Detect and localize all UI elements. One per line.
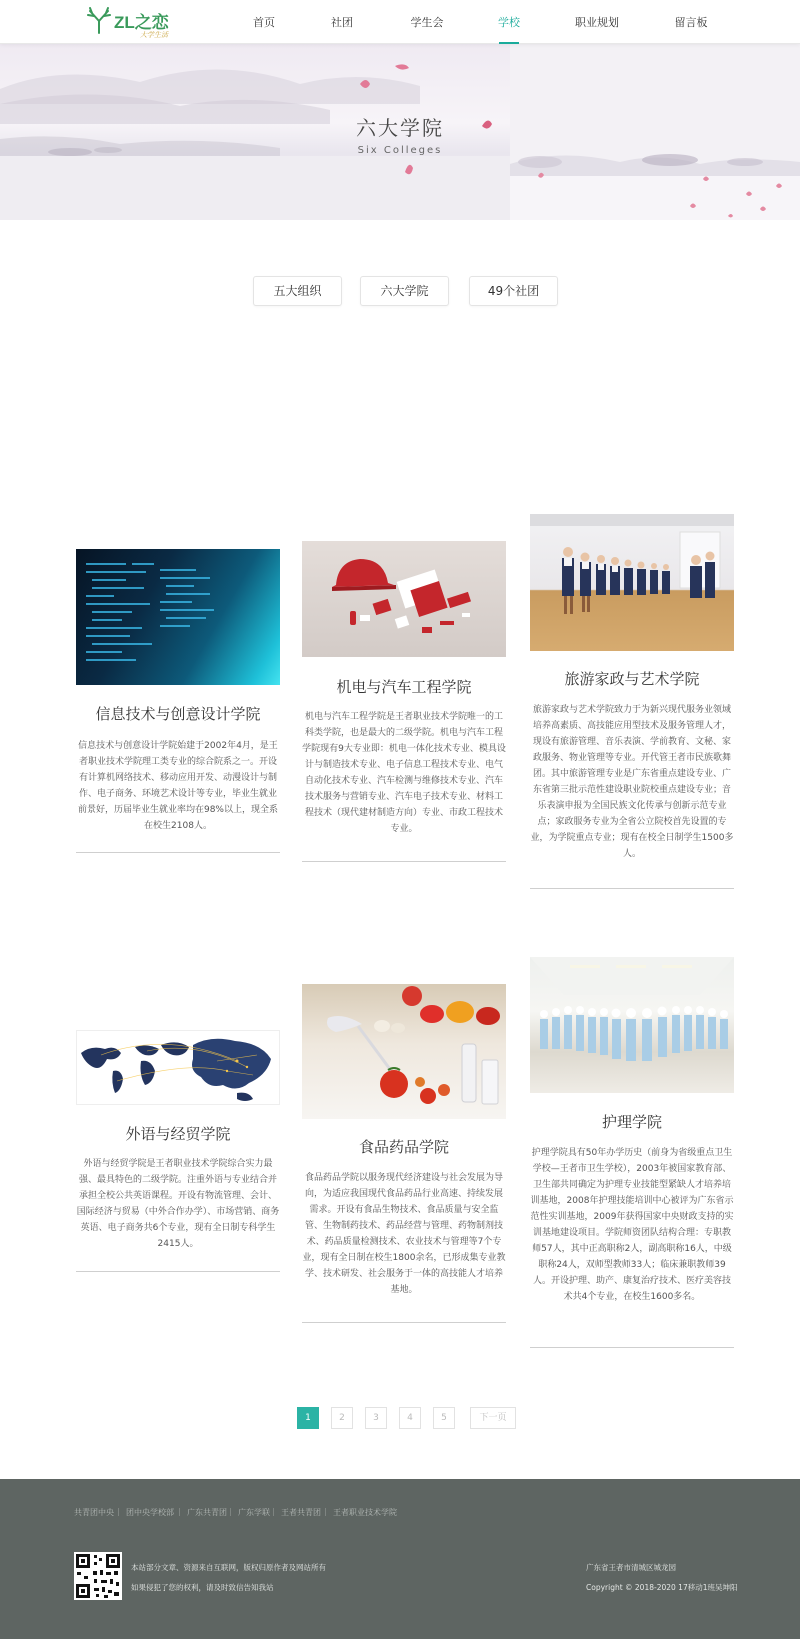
copyright-notice: 如果侵犯了您的权利，请及时致信告知我站: [131, 1583, 274, 1592]
food-lab-photo: [302, 984, 506, 1119]
nav-home[interactable]: 首页: [253, 16, 275, 29]
red-helmet-tools-photo: [302, 541, 506, 657]
footer-link-separator: |: [117, 1507, 120, 1516]
nav-clubs[interactable]: 社团: [331, 16, 353, 29]
footer-address: 广东省王者市清城区城龙园: [586, 1563, 676, 1572]
qr-code-icon: [74, 1552, 122, 1600]
main-nav: [0, 0, 800, 44]
college-title: 机电与汽车工程学院: [336, 678, 472, 696]
college-description: 旅游家政与艺术学院致力于为新兴现代服务业领域培养高素质、高技能应用型技术及服务管理人才，现设有旅游管理、音乐表演、学前教育、文秘、家政服务、物业管理等专业。开代管王者市民族歌舞团。其中旅游管理专业是广东省重点建设专业、广东省第三批示范性建设职业院校重点建设专业；音乐表演申报为全国民族文化传承与创新示范专业点；家政服务专业为全省公立院校首先设置的专业，为学院重点专业；现有在校全日制学生1500多人。: [530, 705, 734, 859]
tab-five-organizations[interactable]: 五大组织: [253, 276, 342, 306]
code-screen-photo: [76, 549, 280, 685]
page-2-button[interactable]: 2: [331, 1407, 353, 1429]
page-4-button[interactable]: 4: [399, 1407, 421, 1429]
card-divider: [302, 1322, 506, 1323]
card-divider: [302, 861, 506, 862]
banner: [0, 44, 800, 220]
college-title: 护理学院: [601, 1113, 662, 1131]
nav-school[interactable]: 学校: [498, 16, 520, 29]
college-description: 外语与经贸学院是王者职业技术学院综合实力最强、最具特色的二级学院。注重外语与专业结合并承担全校公共英语课程。开设有物流管理、会计、国际经济与贸易（中外合作办学）、市场营销、商务英语、电子商务共6个专业，现有全日制专科学生2415人。: [76, 1159, 280, 1249]
college-title: 食品药品学院: [358, 1138, 449, 1156]
nav-career[interactable]: 职业规划: [575, 16, 619, 29]
footer-link[interactable]: 王者共青团: [281, 1508, 321, 1517]
card-divider: [530, 888, 734, 889]
world-map-photo: [76, 1030, 280, 1105]
logo-subtitle: 大学生活: [140, 31, 168, 39]
stewardess-students-photo: [530, 514, 734, 651]
next-page-button[interactable]: 下一页: [470, 1407, 516, 1429]
footer-link[interactable]: 广东共青团: [187, 1508, 227, 1517]
tab-six-colleges[interactable]: 六大学院: [360, 276, 449, 306]
college-title: 旅游家政与艺术学院: [564, 670, 700, 688]
footer-link-separator: |: [324, 1507, 327, 1516]
card-divider: [76, 1271, 280, 1272]
college-description: 信息技术与创意设计学院始建于2002年4月，是王者职业技术学院理工类专业的综合院系之一。开设有计算机网络技术、移动应用开发、动漫设计与制作、电子商务、环境艺术设计等专业，毕业生就业前景好，历届毕业生就业率均在98%以上，现全系在校生2108人。: [77, 741, 278, 831]
footer-link[interactable]: 团中央学校部: [126, 1508, 174, 1517]
college-description: 食品药品学院以服务现代经济建设与社会发展为导向，为适应我国现代食品药品行业高速、持续发展需求。开设有食品生物技术、食品质量与安全监管、生物制药技术、药品经营与管理、药物制剂技术、药品质量检测技术、农业技术与管理等7个专业，现有全日制在校生1800余名，已形成集专业教学、技术研发、社会服务于一体的高技能人才培养基地。: [302, 1173, 506, 1295]
footer-link[interactable]: 王者职业技术学院: [333, 1508, 397, 1517]
footer-link[interactable]: 共青团中央: [74, 1508, 114, 1517]
nav-message-board[interactable]: 留言板: [674, 16, 708, 29]
footer-copyright: Copyright © 2018-2020 17移动1班吴坤阳: [586, 1583, 738, 1592]
logo-text: ZL之恋: [114, 13, 169, 32]
banner-subtitle: Six Colleges: [357, 145, 443, 156]
college-title: 外语与经贸学院: [125, 1125, 231, 1143]
page-1-button[interactable]: 1: [297, 1407, 319, 1429]
college-description: 护理学院具有50年办学历史（前身为省级重点卫生学校—王者市卫生学校），2003年被国家教育部、卫生部共同确定为护理专业技能型紧缺人才培养培训基地，2008年护理技能培训中心被评为广东省示范性实训基地，2009年获得国家中央财政支持的实训基地建设项目。学院师资团队结构合理：专职教师57人，其中正高职称2人，副高职称16人，中级职称24人，双师型教师33人；临床兼职教师39人。开设护理、助产、康复治疗技术、医疗美容技术共4个专业，在校生1600多名。: [530, 1148, 734, 1302]
footer-link-separator: |: [272, 1507, 275, 1516]
card-divider: [76, 852, 280, 853]
page-3-button[interactable]: 3: [365, 1407, 387, 1429]
footer-link[interactable]: 广东学联: [238, 1508, 270, 1517]
nurses-photo: [530, 957, 734, 1093]
footer-link-separator: |: [178, 1507, 181, 1516]
page-5-button[interactable]: 5: [433, 1407, 455, 1429]
nav-student-union[interactable]: 学生会: [410, 16, 444, 29]
card-divider: [530, 1347, 734, 1348]
tab-49-clubs[interactable]: 49个社团: [469, 276, 558, 306]
copyright-notice: 本站部分文章、资源来自互联网，版权归原作者及网站所有: [131, 1563, 326, 1572]
footer-link-separator: |: [229, 1507, 232, 1516]
site-footer: [0, 1479, 800, 1639]
nav-active-indicator: [499, 42, 519, 44]
college-description: 机电与汽车工程学院是王者职业技术学院唯一的工科类学院，也是最大的二级学院。机电与汽车工程学院现有9大专业即：机电一体化技术专业、模具设计与制造技术专业、电子信息工程技术专业、电气自动化技术专业、汽车检测与维修技术专业、汽车技术服务与营销专业、汽车电子技术专业、材料工程技术（现代建材制造方向）专业、市政工程技术专业。: [302, 712, 506, 834]
site-header: [0, 0, 800, 44]
college-title: 信息技术与创意设计学院: [95, 705, 261, 723]
banner-title: 六大学院: [356, 116, 444, 140]
